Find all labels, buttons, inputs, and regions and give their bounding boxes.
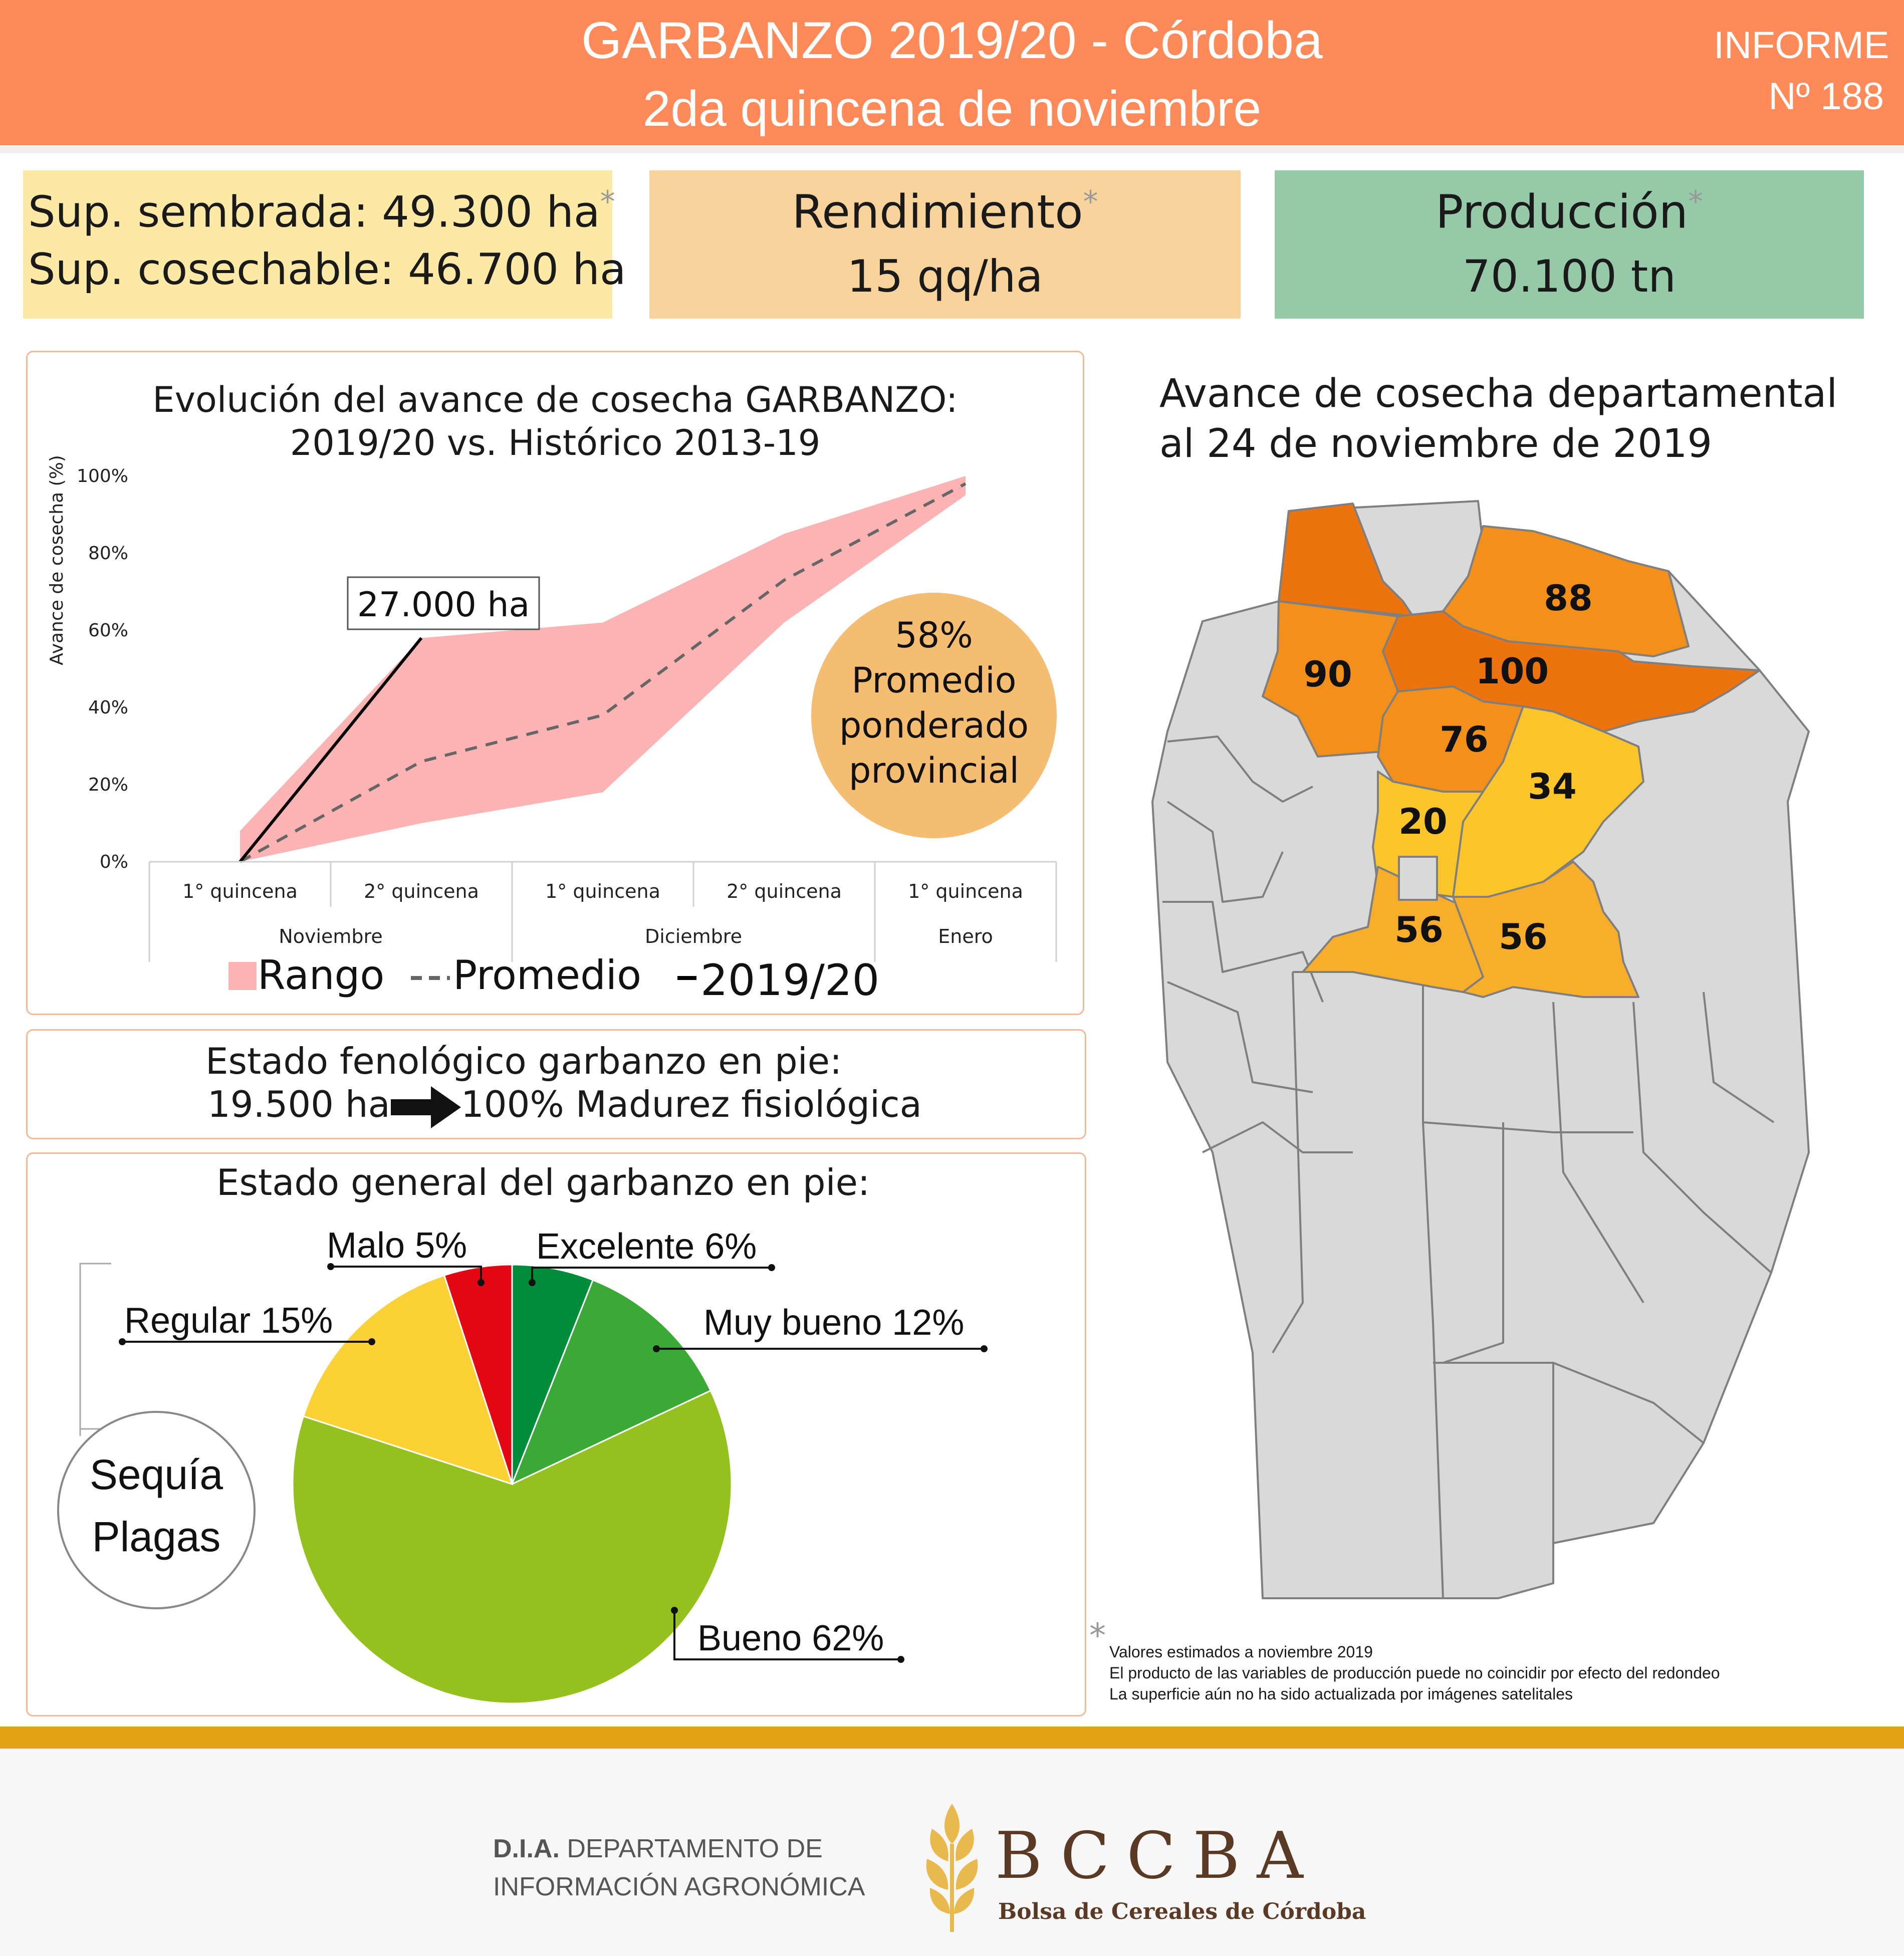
map-label-90: 90 xyxy=(1303,654,1352,695)
causes-circle xyxy=(58,1412,255,1608)
map-label-100: 100 xyxy=(1475,651,1549,692)
kpi-yield-value: 15 qq/ha xyxy=(847,251,1043,302)
x-group-label: Diciembre xyxy=(645,925,742,947)
x-tick-label: 1° quincena xyxy=(182,880,298,902)
bccba-subtitle: Bolsa de Cereales de Córdoba xyxy=(998,1899,1366,1924)
kpi-production xyxy=(1275,170,1864,319)
leader-dot-excelente xyxy=(529,1279,536,1286)
pie-chart xyxy=(0,1152,1102,1714)
leader-end-excelente xyxy=(768,1264,775,1271)
y-tick-label: 20% xyxy=(88,775,128,795)
bubble-pct: 58% xyxy=(895,615,973,656)
label-malo: Malo 5% xyxy=(327,1226,467,1266)
report-title: GARBANZO 2019/20 - Córdoba xyxy=(581,12,1323,70)
x-tick-label: 1° quincena xyxy=(908,880,1023,902)
causes-bracket xyxy=(80,1264,111,1429)
kpi-yield-title xyxy=(649,184,1241,239)
phenology-title: Estado fenológico garbanzo en pie: xyxy=(205,1040,842,1082)
bccba-logo: BCCBA xyxy=(995,1819,1320,1893)
chart-ylabel: Avance de cosecha (%) xyxy=(47,455,67,665)
legend-range-label: Rango xyxy=(258,952,385,999)
kpi-surface xyxy=(23,170,626,319)
asterisk: * xyxy=(1083,184,1098,219)
bubble-line2: Promedio xyxy=(851,660,1017,701)
map-title-line1: Avance de cosecha departamental xyxy=(1159,371,1838,416)
leader-dot-muy-bueno xyxy=(653,1345,660,1352)
report-subtitle: 2da quincena de noviembre xyxy=(642,81,1262,137)
kpi-production-title xyxy=(1275,184,1864,239)
chart-title-line2: 2019/20 vs. Histórico 2013-19 xyxy=(290,422,821,463)
y-tick-label: 100% xyxy=(77,466,128,486)
chart-title-line1: Evolución del avance de cosecha GARBANZO: xyxy=(152,379,958,420)
cause-sequia: Sequía xyxy=(89,1451,223,1498)
leader-dot-malo xyxy=(478,1279,485,1286)
dia-line2: INFORMACIÓN AGRONÓMICA xyxy=(493,1872,865,1901)
label-bueno: Bueno 62% xyxy=(697,1618,884,1658)
map-title xyxy=(1159,369,1837,469)
kpi-sembrada xyxy=(28,184,615,237)
cordoba-map xyxy=(1142,491,1834,1613)
note-line1: Valores estimados a noviembre 2019 xyxy=(1109,1643,1373,1661)
bubble-line3: ponderado xyxy=(839,705,1029,746)
kpi-sembrada-text: Sup. sembrada: 49.300 ha xyxy=(28,187,600,237)
leader-end-regular xyxy=(368,1338,375,1345)
header-divider xyxy=(0,146,1904,153)
annotation-label: 27.000 ha xyxy=(357,585,530,625)
informe-label: INFORME xyxy=(1714,24,1889,67)
asterisk: * xyxy=(1688,184,1703,219)
line-chart xyxy=(26,351,1081,1012)
map-title-line2: al 24 de noviembre de 2019 xyxy=(1159,421,1713,466)
y-tick-label: 0% xyxy=(99,852,128,872)
leader-end-muy-bueno xyxy=(981,1345,988,1352)
dept-capital xyxy=(1399,857,1437,900)
asterisk: * xyxy=(600,184,615,219)
dia-rest: DEPARTAMENTO DE xyxy=(567,1834,823,1863)
legend-season-label: 2019/20 xyxy=(700,955,880,1006)
y-tick-label: 80% xyxy=(88,543,128,564)
map-label-34: 34 xyxy=(1528,766,1577,807)
bubble-line4: provincial xyxy=(848,750,1020,791)
label-muy-bueno: Muy bueno 12% xyxy=(703,1303,965,1343)
kpi-cosechable: Sup. cosechable: 46.700 ha xyxy=(28,244,626,295)
legend-average-label: Promedio xyxy=(453,952,642,999)
map-label-88: 88 xyxy=(1544,578,1593,619)
kpi-yield xyxy=(649,170,1241,319)
note-line2: El producto de las variables de producción puede no coincidir por efecto del redondeo xyxy=(1109,1664,1720,1682)
footer xyxy=(0,1749,1904,1956)
x-group-label: Enero xyxy=(938,925,993,947)
map-label-76: 76 xyxy=(1440,719,1489,760)
map-label-56-west: 56 xyxy=(1394,909,1444,950)
map-label-20: 20 xyxy=(1398,801,1448,842)
note-line3: La superficie aún no ha sido actualizada por imágenes satelitales xyxy=(1109,1685,1573,1703)
footer-bar xyxy=(0,1727,1904,1749)
y-tick-label: 60% xyxy=(88,620,128,641)
x-tick-label: 2° quincena xyxy=(364,880,479,902)
kpi-yield-title-text: Rendimiento xyxy=(792,185,1083,239)
arrow-right-icon xyxy=(391,1086,461,1128)
map-label-56-east: 56 xyxy=(1499,916,1548,957)
label-regular: Regular 15% xyxy=(124,1301,333,1341)
leader-dot-bueno xyxy=(671,1607,678,1614)
x-group-label: Noviembre xyxy=(279,925,383,947)
notes xyxy=(1109,1641,1720,1704)
dia-bold: D.I.A. xyxy=(493,1834,560,1863)
x-tick-label: 1° quincena xyxy=(545,880,660,902)
phenology-area: 19.500 ha xyxy=(207,1083,390,1125)
leader-end-bueno xyxy=(897,1656,904,1663)
cause-plagas: Plagas xyxy=(92,1513,221,1560)
informe-number: Nº 188 xyxy=(1768,75,1884,118)
legend-range-swatch xyxy=(228,962,257,990)
label-excelente: Excelente 6% xyxy=(536,1227,757,1267)
kpi-production-value: 70.100 tn xyxy=(1462,251,1677,302)
pie-title: Estado general del garbanzo en pie: xyxy=(216,1161,870,1203)
wheat-logo-icon xyxy=(917,1799,987,1934)
x-tick-label: 2° quincena xyxy=(727,880,842,902)
phenology-state: 100% Madurez fisiológica xyxy=(461,1083,922,1125)
kpi-production-title-text: Producción xyxy=(1436,185,1688,239)
y-tick-label: 40% xyxy=(88,697,128,718)
report-number xyxy=(1714,20,1889,122)
dia-line1 xyxy=(493,1834,823,1864)
header-banner xyxy=(0,0,1904,145)
notes-asterisk: * xyxy=(1089,1616,1106,1655)
